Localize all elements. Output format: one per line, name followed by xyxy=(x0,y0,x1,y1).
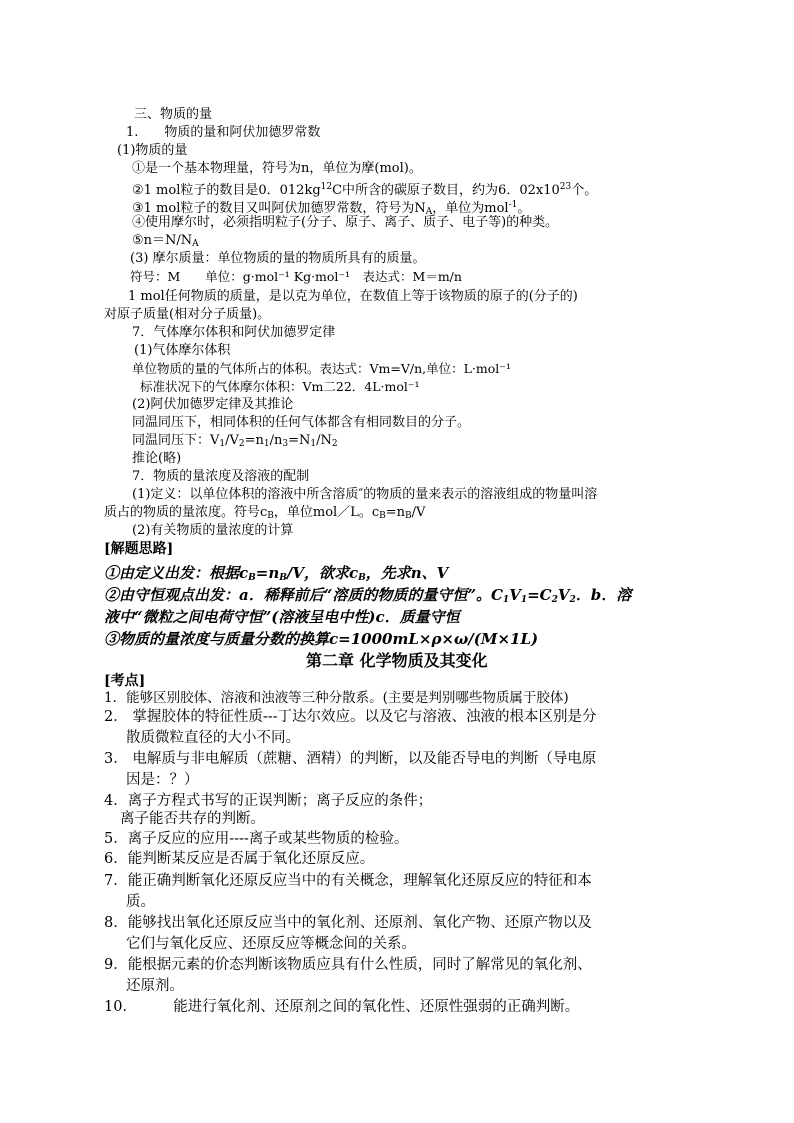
list-item: 8．能够找出氧化还原反应当中的氧化剂、还原剂、氧化产物、还原产物以及 xyxy=(104,915,592,931)
list-item-continuation: 散质微粒直径的大小不同。 xyxy=(126,730,300,746)
list-item: 5．离子反应的应用----离子或某些物质的检验。 xyxy=(104,831,409,847)
subsection-heading: (1)气体摩尔体积 xyxy=(134,343,231,358)
list-item: 6．能判断某反应是否属于氧化还原反应。 xyxy=(104,851,375,867)
list-item-continuation: 离子能否共存的判断。 xyxy=(120,811,265,827)
text-line: ②1 mol粒子的数目是0．$012kg^{12}C$中所含的碳原子数目，约为6．$02x10^{23}$个。 xyxy=(132,182,598,198)
solution-line: ①由定义出发：根据$c_B=n_B/V$，欲求$c_B$，先求n、V xyxy=(104,564,449,583)
solution-line: ②由守恒观点出发：a．稀释前后“溶质的物质的量守恒”。$C_1V_1=C_2V_2$．b．溶 xyxy=(104,586,632,605)
list-item: 1．能够区别胶体、溶液和浊液等三种分散系。(主要是判别哪些物质属于胶体) xyxy=(104,690,569,706)
list-item: 10． 能进行氧化剂、还原剂之间的氧化性、还原性强弱的正确判断。 xyxy=(104,999,580,1015)
text-line: 同温同压下：$V_1/V_2=n_1/n_3=N_1/N_2$ xyxy=(132,433,338,449)
text-line: 对原子质量(相对分子质量)。 xyxy=(104,307,271,322)
list-item: 3． 电解质与非电解质（蔗糖、酒精）的判断，以及能否导电的判断（导电原 xyxy=(104,751,597,767)
text-line: 标准状况下的气体摩尔体积：Vm二22．4L·mol⁻¹ xyxy=(140,379,420,394)
subsection-heading: 7．物质的量浓度及溶液的配制 xyxy=(132,469,310,484)
list-item-continuation: 因是：？） xyxy=(126,772,199,788)
text-line: 1 mol任何物质的质量，是以克为单位，在数值上等于该物质的原子的(分子的) xyxy=(128,289,578,304)
text-line: (1)定义：以单位体积的溶液中所含溶质″的物质的量来表示的溶液组成的物量叫溶 xyxy=(132,487,598,502)
chapter-title: 第二章 化学物质及其变化 xyxy=(306,651,488,670)
key-points-heading: [考点] xyxy=(104,673,146,689)
list-item-continuation: 还原剂。 xyxy=(126,978,184,994)
list-item: 7．能正确判断氧化还原反应当中的有关概念，理解氧化还原反应的特征和本 xyxy=(104,873,592,889)
text-line: ①是一个基本物理量，符号为n，单位为摩(mol)。 xyxy=(132,161,422,176)
text-line: $⑤n=N/N_A$ xyxy=(132,233,199,249)
subsection-heading: (2)阿伏加德罗定律及其推论 xyxy=(132,397,294,412)
text-line: (2)有关物质的量浓度的计算 xyxy=(132,523,294,538)
list-item-continuation: 它们与氧化反应、还原反应等概念间的关系。 xyxy=(126,936,416,952)
solution-line: 液中“微粒之间电荷守恒”(溶液呈电中性)c．质量守恒 xyxy=(104,608,460,626)
solution-heading: [解题思路] xyxy=(104,541,174,557)
list-item-continuation: 质。 xyxy=(126,894,155,910)
text-line: 符号：M 单位：g·mol⁻¹ Kg·mol⁻¹ 表达式：M＝m/n xyxy=(130,269,462,284)
text-line: ③1 mol粒子的数目又叫阿伏加德罗常数，符号为$N_A$，单位为mol$^{-1}$。 xyxy=(132,200,531,217)
subsection-heading: 7．气体摩尔体积和阿伏加德罗定律 xyxy=(132,325,336,340)
subsection-heading: 1. 物质的量和阿伏加德罗常数 xyxy=(126,125,321,140)
subsection-heading: (3) 摩尔质量：单位物质的量的物质所具有的质量。 xyxy=(130,251,426,266)
section-heading: 三、物质的量 xyxy=(134,107,213,122)
solution-line: ③物质的量浓度与质量分数的换算c=1000mL×ρ×ω/(M×1L) xyxy=(104,630,539,648)
text-line: 质占的物质的量浓度。符号$c_B$，单位mol／L。$c_B=n_B/V$ xyxy=(104,505,426,521)
text-line: 推论(略) xyxy=(132,451,182,466)
list-item: 2． 掌握胶体的特征性质---丁达尔效应。以及它与溶液、浊液的根本区别是分 xyxy=(104,709,597,725)
text-line: 单位物质的量的气体所占的体积。表达式：Vm=V/n,单位：L·mol⁻¹ xyxy=(132,361,511,376)
subsection-heading: (1)物质的量 xyxy=(117,143,188,158)
text-line: 同温同压下，相同体积的任何气体都含有相同数目的分子。 xyxy=(132,415,471,430)
list-item: 4．离子方程式书写的正误判断；离子反应的条件； xyxy=(104,793,433,809)
list-item: 9．能根据元素的价态判断该物质应具有什么性质，同时了解常见的氧化剂、 xyxy=(104,957,592,973)
text-line: ④使用摩尔时，必须指明粒子(分子、原子、离子、质子、电子等)的种类。 xyxy=(132,215,559,230)
